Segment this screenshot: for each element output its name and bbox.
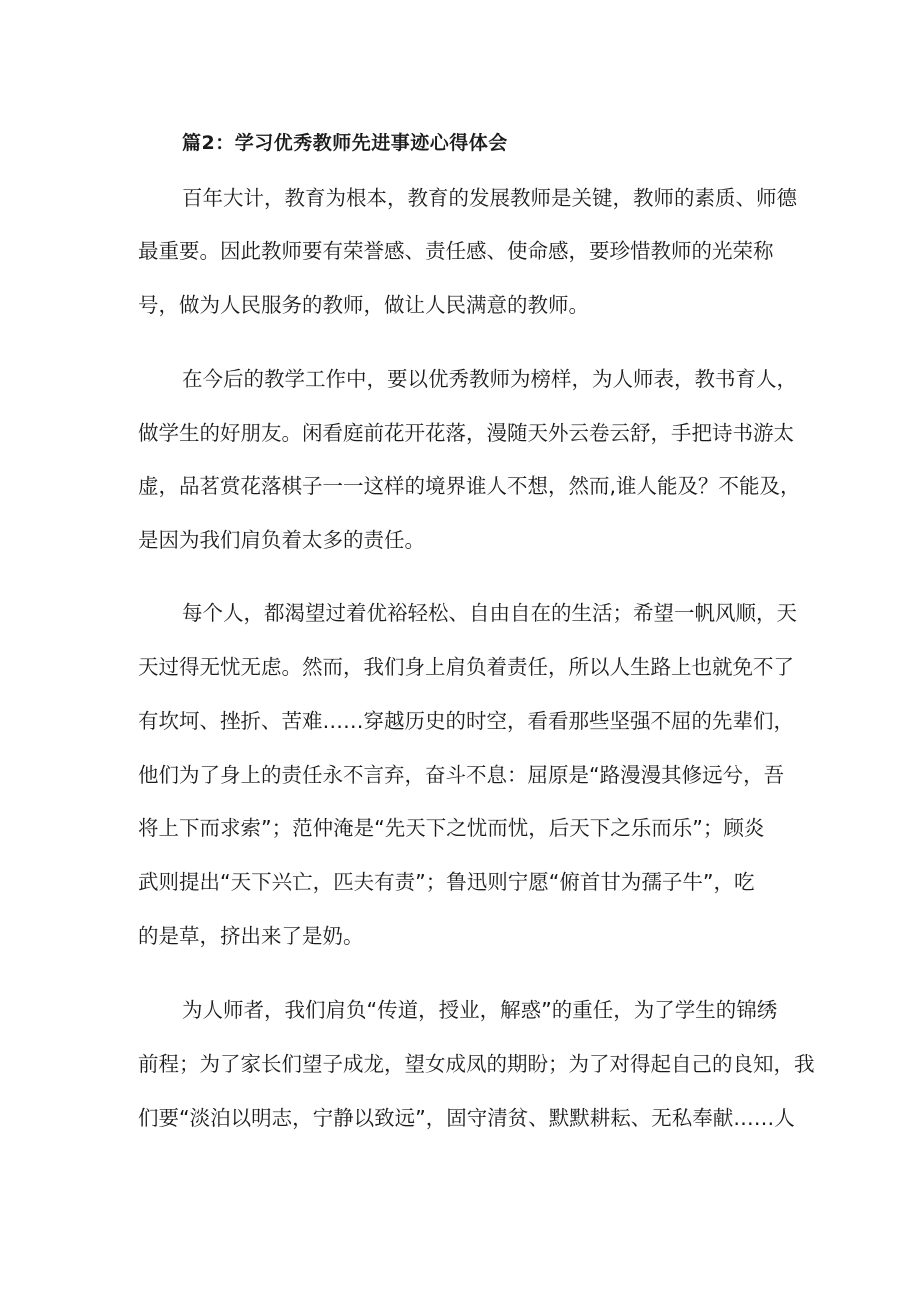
paragraph-3-line-2: 天过得无忧无虑。然而，我们身上肩负着责任，所以人生路上也就免不了	[138, 655, 794, 679]
paragraph-2-line-4: 是因为我们肩负着太多的责任。	[138, 528, 425, 552]
paragraph-1-line-2: 最重要。因此教师要有荣誉感、责任感、使命感，要珍惜教师的光荣称	[138, 239, 774, 263]
paragraph-3-line-6: 武则提出“天下兴亡，匹夫有责”；鲁迅则宁愿“俯首甘为孺子牛”，吃	[138, 870, 755, 894]
paragraph-1-line-3: 号，做为人民服务的教师，做让人民满意的教师。	[138, 293, 589, 317]
paragraph-2-line-2: 做学生的好朋友。闲看庭前花开花落，漫随天外云卷云舒，手把诗书游太	[138, 421, 794, 445]
article-title: 篇2：学习优秀教师先进事迹心得体会	[182, 132, 508, 154]
paragraph-3-line-5: 将上下而求索”；范仲淹是“先天下之忧而忧，后天下之乐而乐”；顾炎	[138, 816, 765, 840]
paragraph-3-line-1: 每个人，都渴望过着优裕轻松、自由自在的生活；希望一帆风顺，天	[182, 601, 797, 625]
paragraph-2-line-1: 在今后的教学工作中，要以优秀教师为榜样，为人师表，教书育人，	[182, 367, 797, 391]
paragraph-1-line-1: 百年大计，教育为根本，教育的发展教师是关键，教师的素质、师德	[182, 186, 797, 210]
paragraph-4-line-1: 为人师者，我们肩负“传道，授业，解惑”的重任，为了学生的锦绣	[182, 998, 778, 1022]
paragraph-2-line-3: 虚，品茗赏花落棋子一一这样的境界谁人不想，然而,谁人能及？不能及，	[138, 474, 801, 498]
paragraph-4-line-3: 们要“淡泊以明志，宁静以致远”，固守清贫、默默耕耘、无私奉献……人	[138, 1106, 795, 1130]
paragraph-3-line-7: 的是草，挤出来了是奶。	[138, 924, 364, 948]
paragraph-3-line-4: 他们为了身上的责任永不言弃，奋斗不息：屈原是“路漫漫其修远兮，吾	[138, 763, 785, 787]
paragraph-3-line-3: 有坎坷、挫折、苦难……穿越历史的时空，看看那些坚强不屈的先辈们，	[138, 709, 794, 733]
paragraph-4-line-2: 前程；为了家长们望子成龙，望女成凤的期盼；为了对得起自己的良知，我	[138, 1052, 815, 1076]
